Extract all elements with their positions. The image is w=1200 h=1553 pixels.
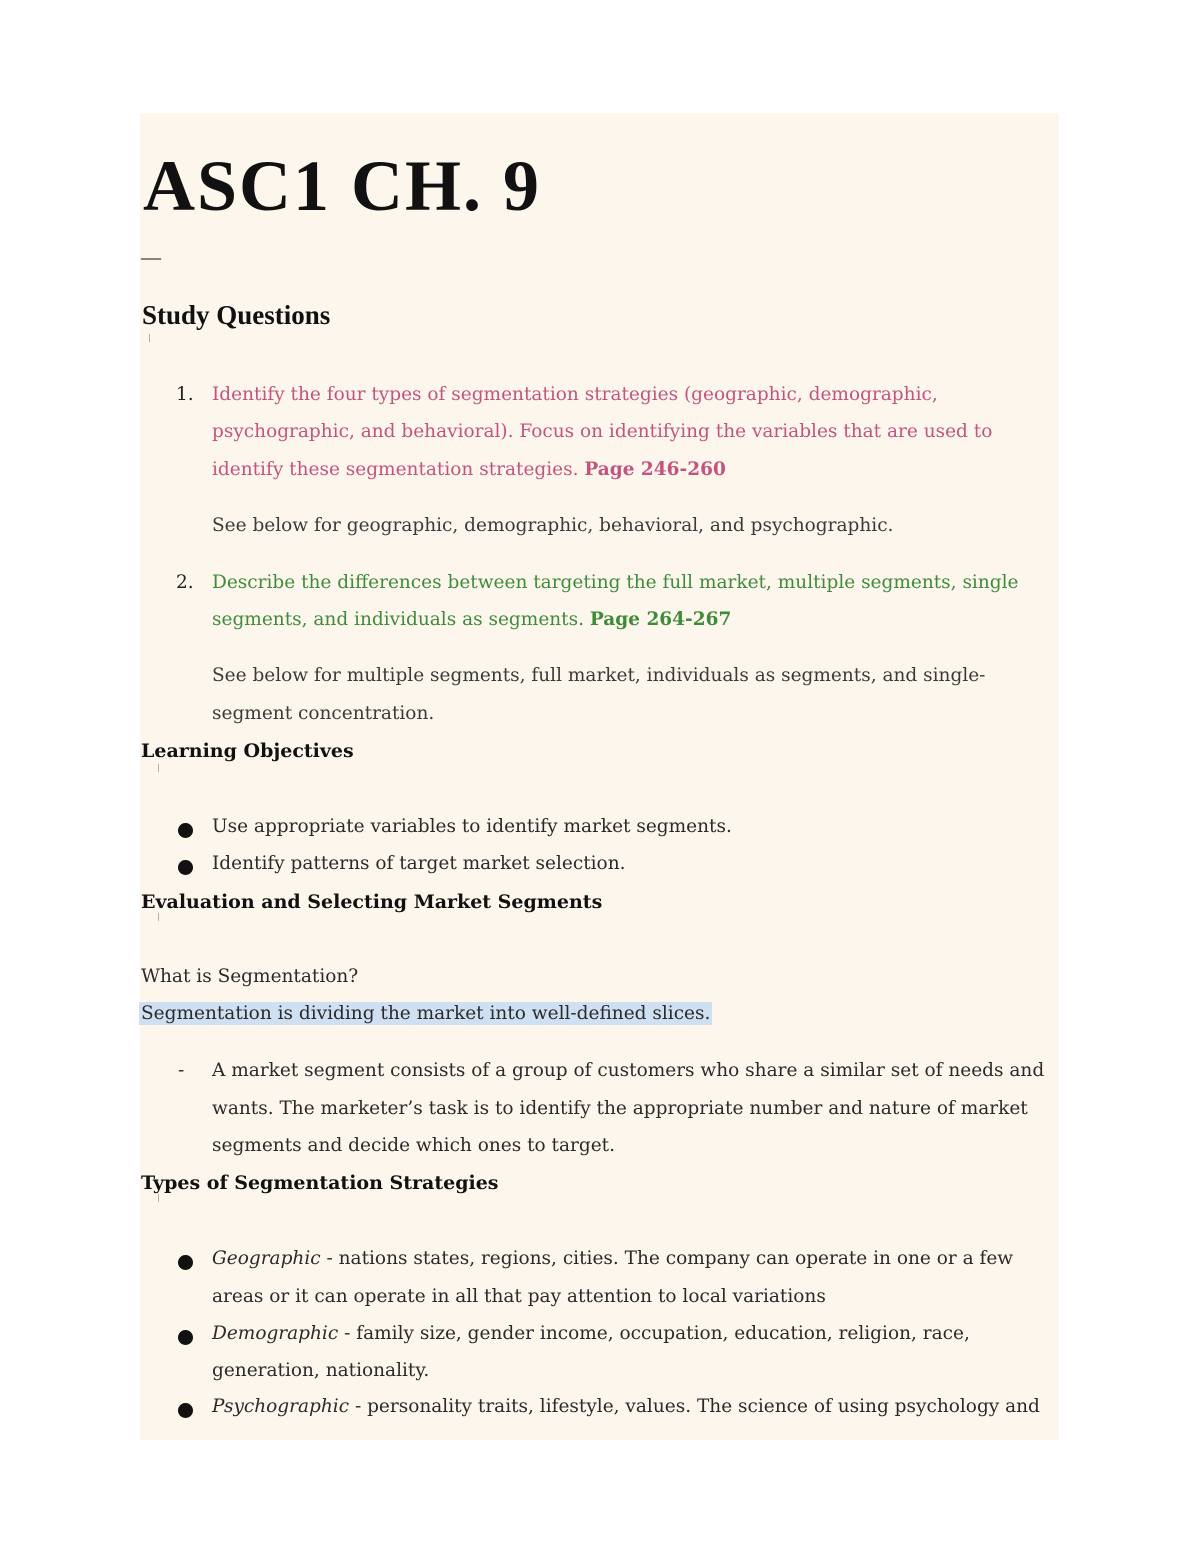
q2-line-2-text: segments, and individuals as segments. bbox=[212, 609, 584, 630]
bullet-icon bbox=[178, 1330, 193, 1345]
q2-page-ref: Page 264-267 bbox=[589, 609, 732, 630]
q1-note: See below for geographic, demographic, behavioral, and psychographic. bbox=[212, 515, 894, 536]
highlighted-answer: Segmentation is dividing the market into well-defined slices. bbox=[141, 1003, 711, 1024]
document-title: ASC1 CH. 9 bbox=[143, 146, 542, 226]
demographic-line-1 bbox=[212, 1323, 970, 1344]
study-questions-heading: Study Questions bbox=[142, 300, 331, 330]
q1-number: 1. bbox=[176, 384, 194, 405]
segment-definition-line-3: segments and decide which ones to target. bbox=[212, 1135, 615, 1156]
segment-definition-line-2: wants. The marketer’s task is to identify the appropriate number and nature of market bbox=[212, 1098, 1028, 1119]
segmentation-question: What is Segmentation? bbox=[141, 966, 359, 987]
bullet-icon bbox=[178, 1403, 193, 1418]
q2-line-1: Describe the differences between targeting the full market, multiple segments, single bbox=[212, 572, 1019, 593]
types-heading: Types of Segmentation Strategies bbox=[141, 1172, 499, 1194]
q1-line-1: Identify the four types of segmentation strategies (geographic, demographic, bbox=[212, 384, 938, 405]
bullet-icon bbox=[178, 823, 193, 838]
objective-item: Identify patterns of target market selection. bbox=[212, 853, 626, 874]
geographic-desc: - nations states, regions, cities. The company can operate in one or a few bbox=[320, 1248, 1014, 1269]
demographic-line-2: generation, nationality. bbox=[212, 1360, 430, 1381]
q1-line-3 bbox=[212, 459, 726, 480]
bullet-icon bbox=[178, 1255, 193, 1270]
title-rule: __ bbox=[141, 240, 161, 262]
psychographic-line-1 bbox=[212, 1396, 1040, 1417]
heading-marker bbox=[158, 1194, 159, 1202]
segmentation-answer bbox=[139, 1003, 712, 1024]
evaluation-heading: Evaluation and Selecting Market Segments bbox=[141, 891, 603, 913]
bullet-icon bbox=[178, 860, 193, 875]
q1-line-2: psychographic, and behavioral). Focus on identifying the variables that are used to bbox=[212, 421, 993, 442]
q2-note-line-2: segment concentration. bbox=[212, 703, 435, 724]
heading-marker bbox=[158, 764, 159, 772]
psychographic-desc: - personality traits, lifestyle, values. The science of using psychology and bbox=[349, 1396, 1040, 1417]
q2-line-2 bbox=[212, 609, 731, 630]
geographic-line-2: areas or it can operate in all that pay attention to local variations bbox=[212, 1286, 826, 1307]
psychographic-term: Psychographic bbox=[212, 1396, 350, 1417]
objective-item: Use appropriate variables to identify market segments. bbox=[212, 816, 732, 837]
q2-number: 2. bbox=[176, 572, 194, 593]
demographic-desc: - family size, gender income, occupation, education, religion, race, bbox=[338, 1323, 970, 1344]
geographic-line-1 bbox=[212, 1248, 1013, 1269]
q1-line-3-text: identify these segmentation strategies. bbox=[212, 459, 579, 480]
dash-marker: - bbox=[178, 1060, 185, 1081]
heading-marker bbox=[149, 334, 150, 342]
geographic-term: Geographic bbox=[212, 1248, 321, 1269]
segment-definition-line-1: A market segment consists of a group of customers who share a similar set of needs and bbox=[212, 1060, 1045, 1081]
q2-note-line-1: See below for multiple segments, full market, individuals as segments, and single- bbox=[212, 665, 986, 686]
demographic-term: Demographic bbox=[212, 1323, 339, 1344]
learning-objectives-heading: Learning Objectives bbox=[141, 740, 354, 762]
heading-marker bbox=[158, 913, 159, 921]
q1-page-ref: Page 246-260 bbox=[584, 459, 726, 480]
